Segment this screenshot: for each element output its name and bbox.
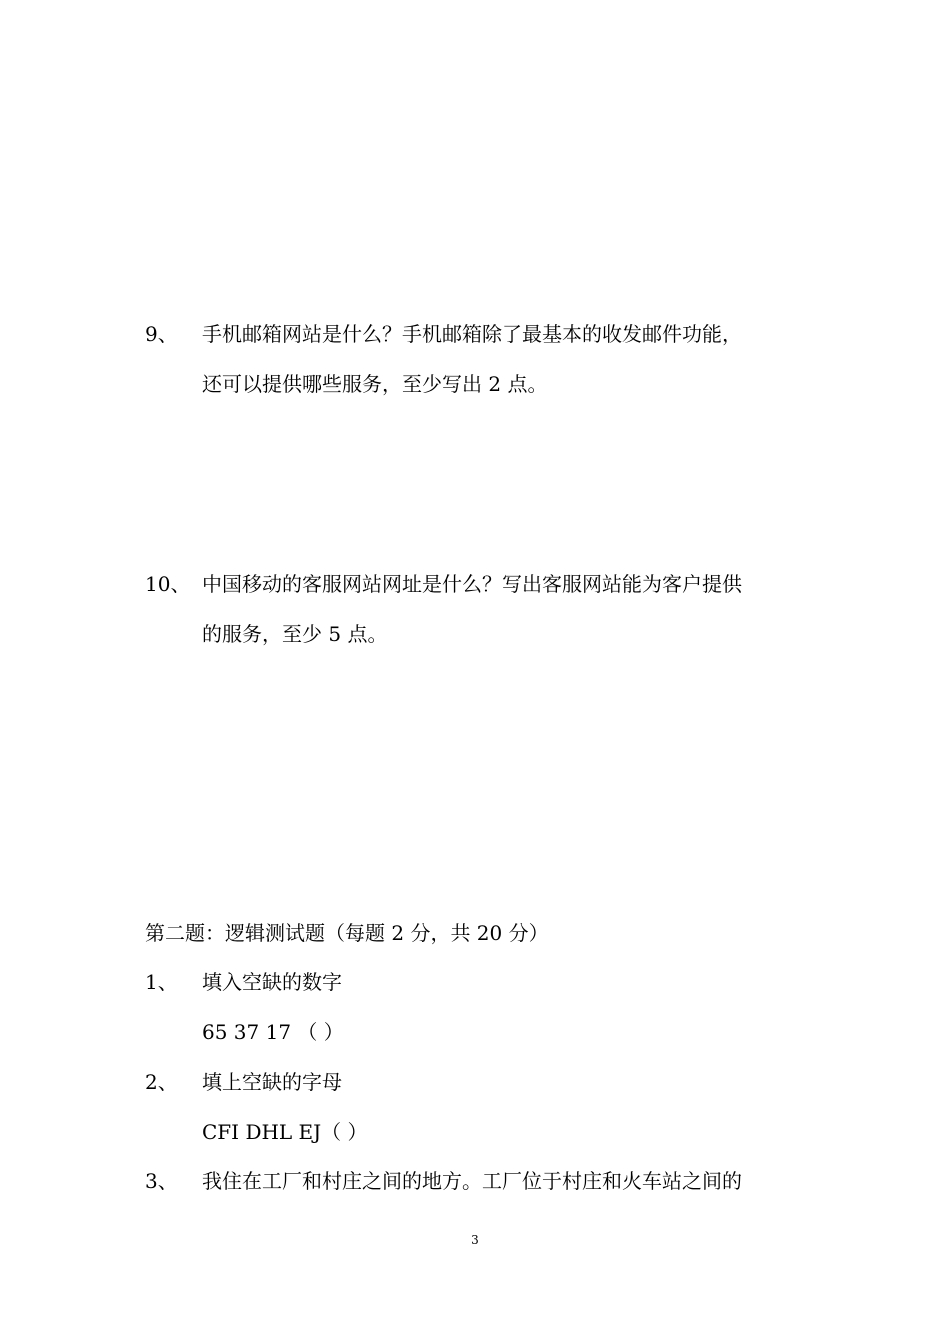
question-text: 的服务，至少 5 点。 — [202, 622, 388, 646]
question-text: 我住在工厂和村庄之间的地方。工厂位于村庄和火车站之间的 — [202, 1169, 742, 1193]
question-number: 1、 — [145, 970, 178, 994]
number-sequence: 65 37 17 （ ） — [202, 1020, 344, 1044]
question-number: 3、 — [145, 1169, 178, 1193]
question-text: 填入空缺的数字 — [202, 970, 342, 994]
page-number: 3 — [471, 1233, 479, 1247]
question-text: 还可以提供哪些服务，至少写出 2 点。 — [202, 372, 548, 396]
letter-sequence: CFI DHL EJ（ ） — [202, 1120, 368, 1144]
question-number: 10、 — [145, 572, 191, 596]
question-number: 2、 — [145, 1070, 178, 1094]
question-number: 9、 — [145, 322, 178, 346]
question-text: 手机邮箱网站是什么？手机邮箱除了最基本的收发邮件功能， — [202, 322, 742, 346]
section-heading: 第二题：逻辑测试题（每题 2 分，共 20 分） — [145, 921, 549, 945]
question-text: 填上空缺的字母 — [202, 1070, 342, 1094]
question-text: 中国移动的客服网站网址是什么？写出客服网站能为客户提供 — [202, 572, 742, 596]
